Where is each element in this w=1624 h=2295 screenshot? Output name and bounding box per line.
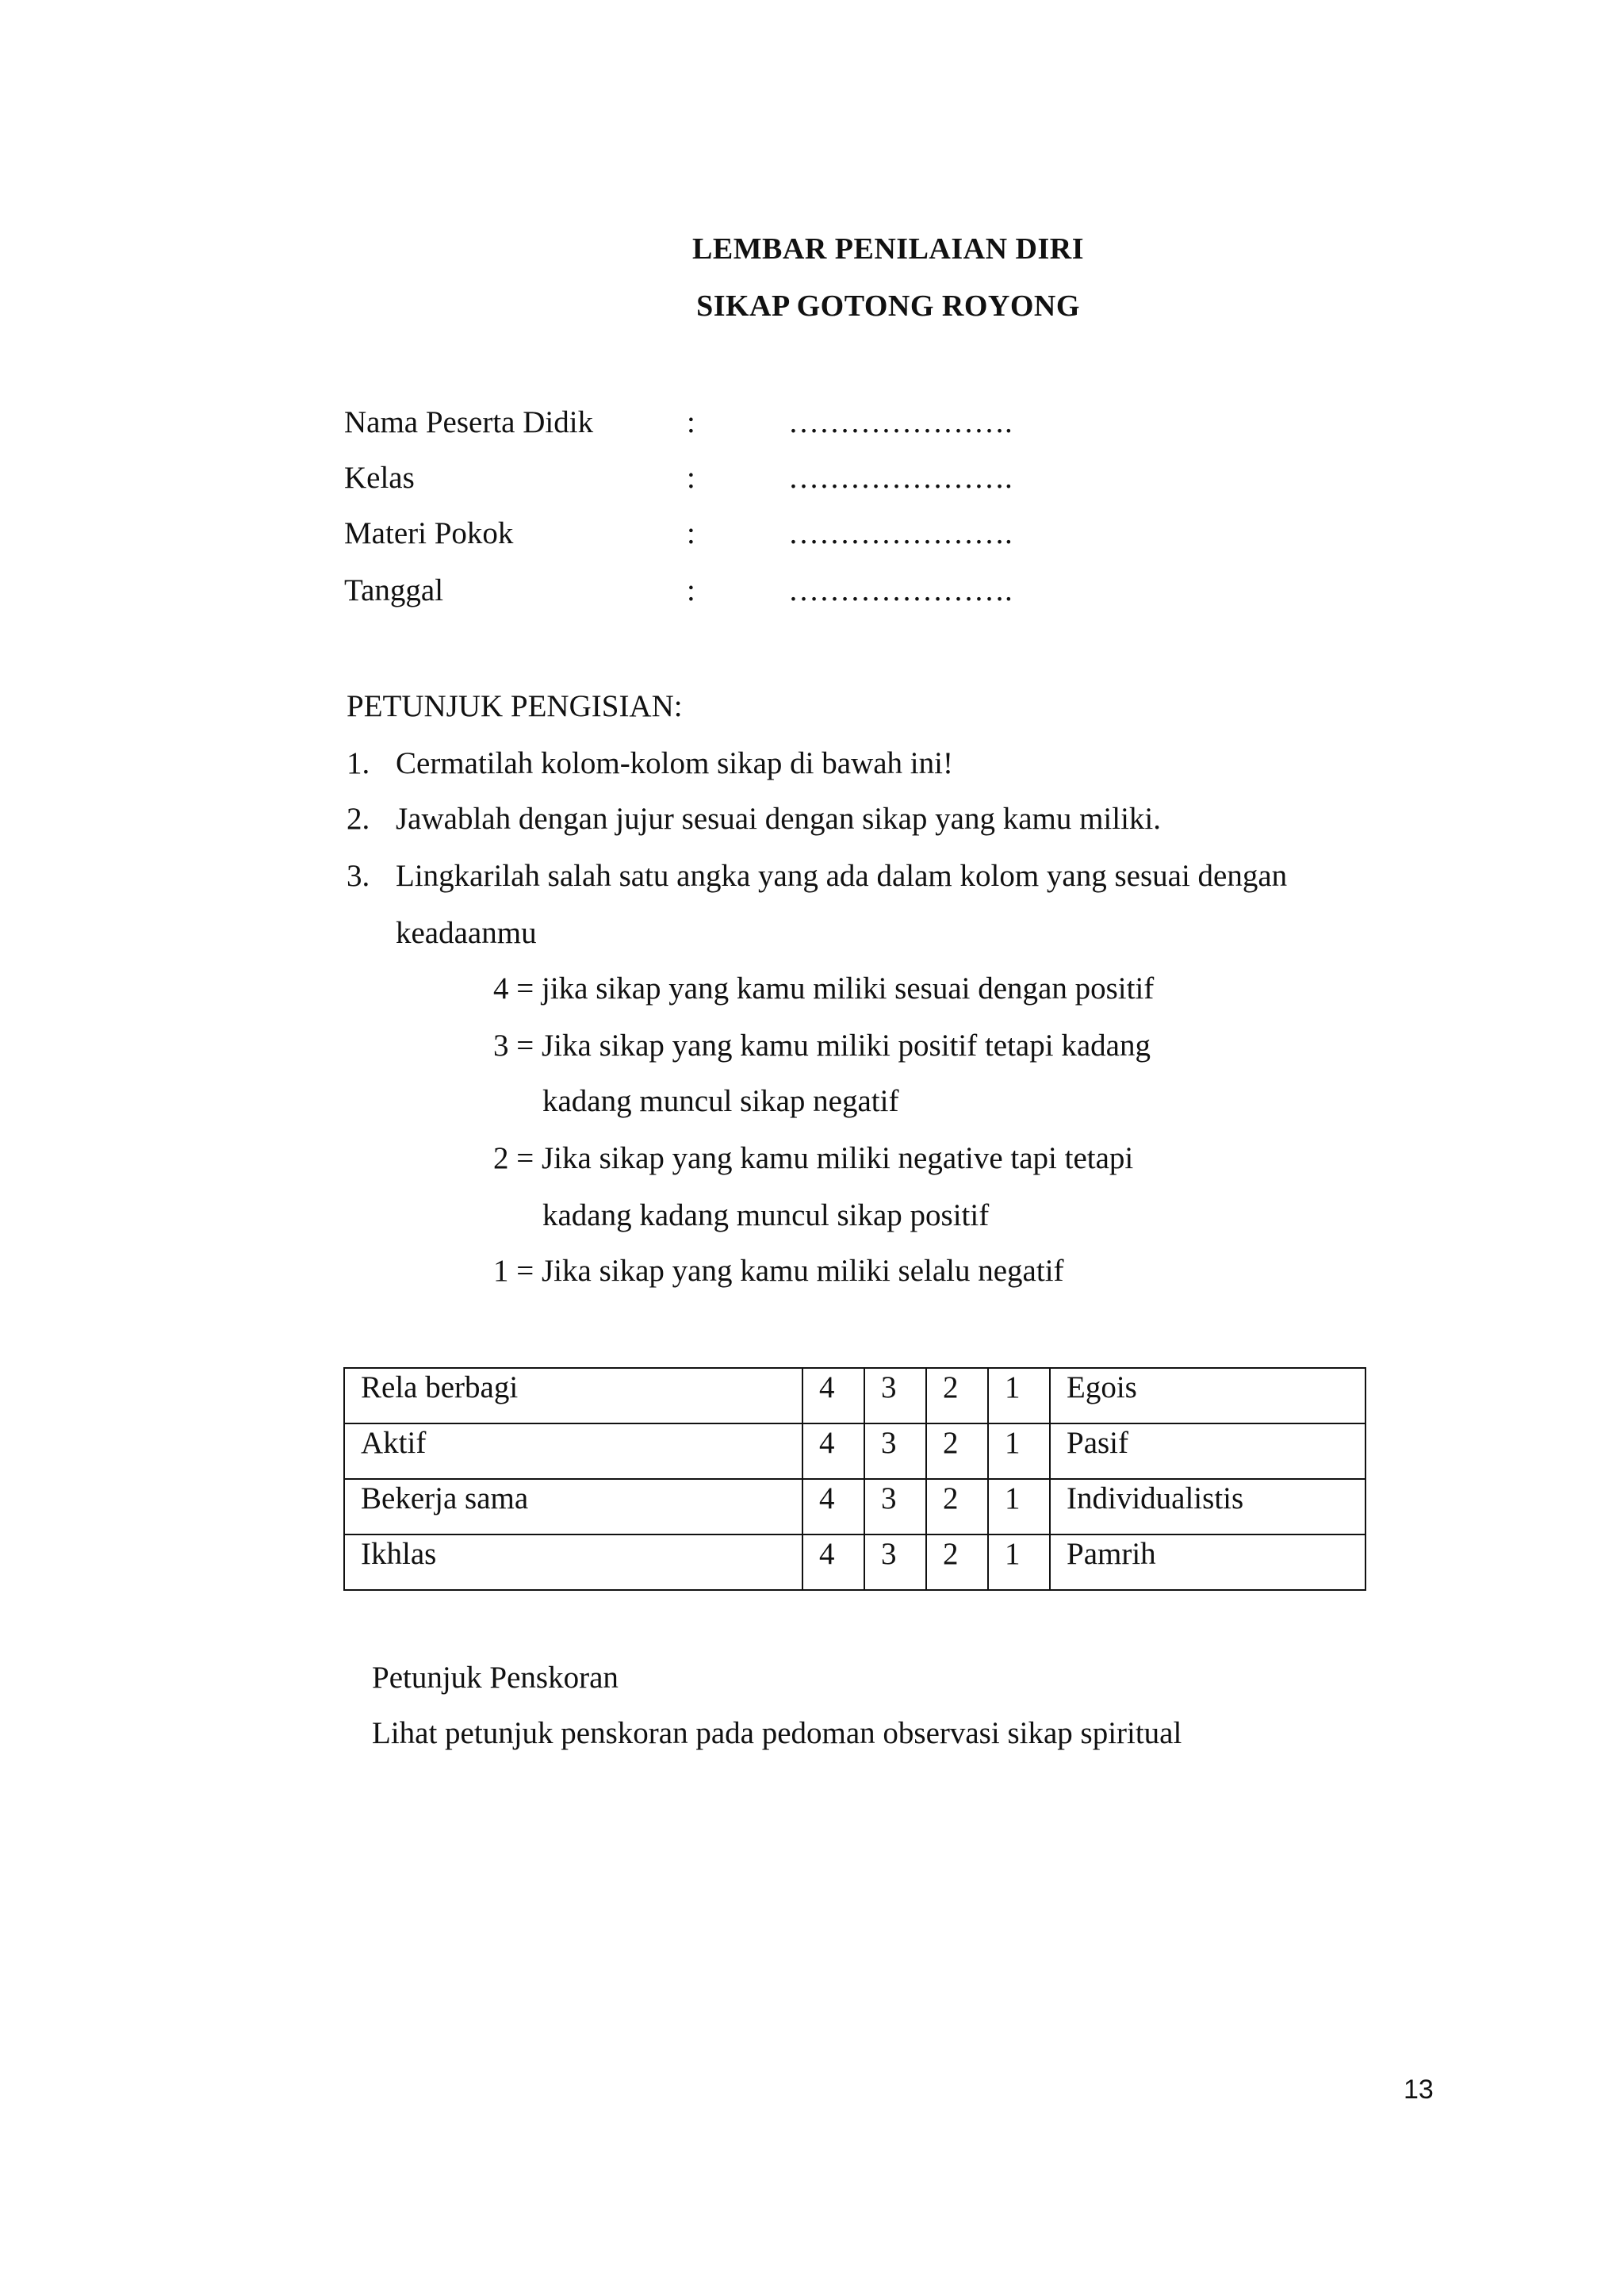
score-option[interactable]: 2 — [926, 1534, 988, 1590]
table-row — [344, 1534, 1365, 1590]
scale-line-3: 3 = Jika sikap yang kamu miliki positif tetapi kadang — [493, 1029, 1151, 1063]
positive-attitude: Rela berbagi — [344, 1368, 802, 1423]
score-option[interactable]: 3 — [864, 1479, 926, 1534]
title-line-1: LEMBAR PENILAIAN DIRI — [692, 232, 1084, 266]
step-text: Jawablah dengan jujur sesuai dengan sikap yang kamu miliki. — [396, 802, 1162, 836]
score-option[interactable]: 3 — [864, 1534, 926, 1590]
field-colon: : — [687, 516, 695, 550]
field-label: Kelas — [344, 461, 415, 495]
field-value: …………………. — [788, 461, 1013, 495]
field-label: Materi Pokok — [344, 516, 514, 550]
score-option[interactable]: 1 — [988, 1534, 1050, 1590]
negative-attitude: Pamrih — [1050, 1534, 1365, 1590]
table-row — [344, 1479, 1365, 1534]
field-subject — [344, 515, 1137, 563]
scoring-text: Lihat petunjuk penskoran pada pedoman observasi sikap spiritual — [372, 1716, 1182, 1750]
scale-line-4: 4 = jika sikap yang kamu miliki sesuai dengan positif — [493, 971, 1155, 1006]
table-row — [344, 1423, 1365, 1479]
positive-attitude: Bekerja sama — [344, 1479, 802, 1534]
score-option[interactable]: 4 — [802, 1423, 864, 1479]
score-option[interactable]: 1 — [988, 1479, 1050, 1534]
step-number: 3. — [347, 859, 370, 893]
score-option[interactable]: 4 — [802, 1368, 864, 1423]
scale-line-2: 2 = Jika sikap yang kamu miliki negative tapi tetapi — [493, 1141, 1134, 1175]
rating-table — [343, 1367, 1366, 1591]
score-option[interactable]: 3 — [864, 1423, 926, 1479]
title-line-2: SIKAP GOTONG ROYONG — [696, 289, 1080, 323]
scoring-heading: Petunjuk Penskoran — [372, 1661, 619, 1695]
score-option[interactable]: 1 — [988, 1368, 1050, 1423]
score-option[interactable]: 4 — [802, 1534, 864, 1590]
score-option[interactable]: 2 — [926, 1479, 988, 1534]
positive-attitude: Aktif — [344, 1423, 802, 1479]
step-text: Cermatilah kolom-kolom sikap di bawah ini! — [396, 746, 953, 780]
score-option[interactable]: 3 — [864, 1368, 926, 1423]
step-number: 2. — [347, 802, 370, 836]
negative-attitude: Individualistis — [1050, 1479, 1365, 1534]
field-value: …………………. — [788, 573, 1013, 607]
field-value: …………………. — [788, 405, 1013, 439]
step-number: 1. — [347, 746, 370, 780]
positive-attitude: Ikhlas — [344, 1534, 802, 1590]
score-option[interactable]: 2 — [926, 1368, 988, 1423]
field-class — [344, 460, 1137, 508]
field-value: …………………. — [788, 516, 1013, 550]
score-option[interactable]: 1 — [988, 1423, 1050, 1479]
step-text: Lingkarilah salah satu angka yang ada dalam kolom yang sesuai dengan — [396, 859, 1288, 893]
negative-attitude: Egois — [1050, 1368, 1365, 1423]
step-continuation: keadaanmu — [396, 916, 537, 950]
negative-attitude: Pasif — [1050, 1423, 1365, 1479]
score-option[interactable]: 2 — [926, 1423, 988, 1479]
field-date — [344, 573, 1137, 620]
field-colon: : — [687, 461, 695, 495]
scale-line-1: 1 = Jika sikap yang kamu miliki selalu negatif — [493, 1254, 1064, 1288]
scale-line-2-continuation: kadang kadang muncul sikap positif — [542, 1198, 990, 1232]
field-colon: : — [687, 573, 695, 607]
score-option[interactable]: 4 — [802, 1479, 864, 1534]
instructions-heading: PETUNJUK PENGISIAN: — [347, 689, 683, 723]
table-row — [344, 1368, 1365, 1423]
field-label: Tanggal — [344, 573, 444, 607]
field-label: Nama Peserta Didik — [344, 405, 594, 439]
scale-line-3-continuation: kadang muncul sikap negatif — [542, 1084, 899, 1118]
field-colon: : — [687, 405, 695, 439]
field-student-name — [344, 404, 1137, 452]
page-number: 13 — [1404, 2075, 1434, 2105]
